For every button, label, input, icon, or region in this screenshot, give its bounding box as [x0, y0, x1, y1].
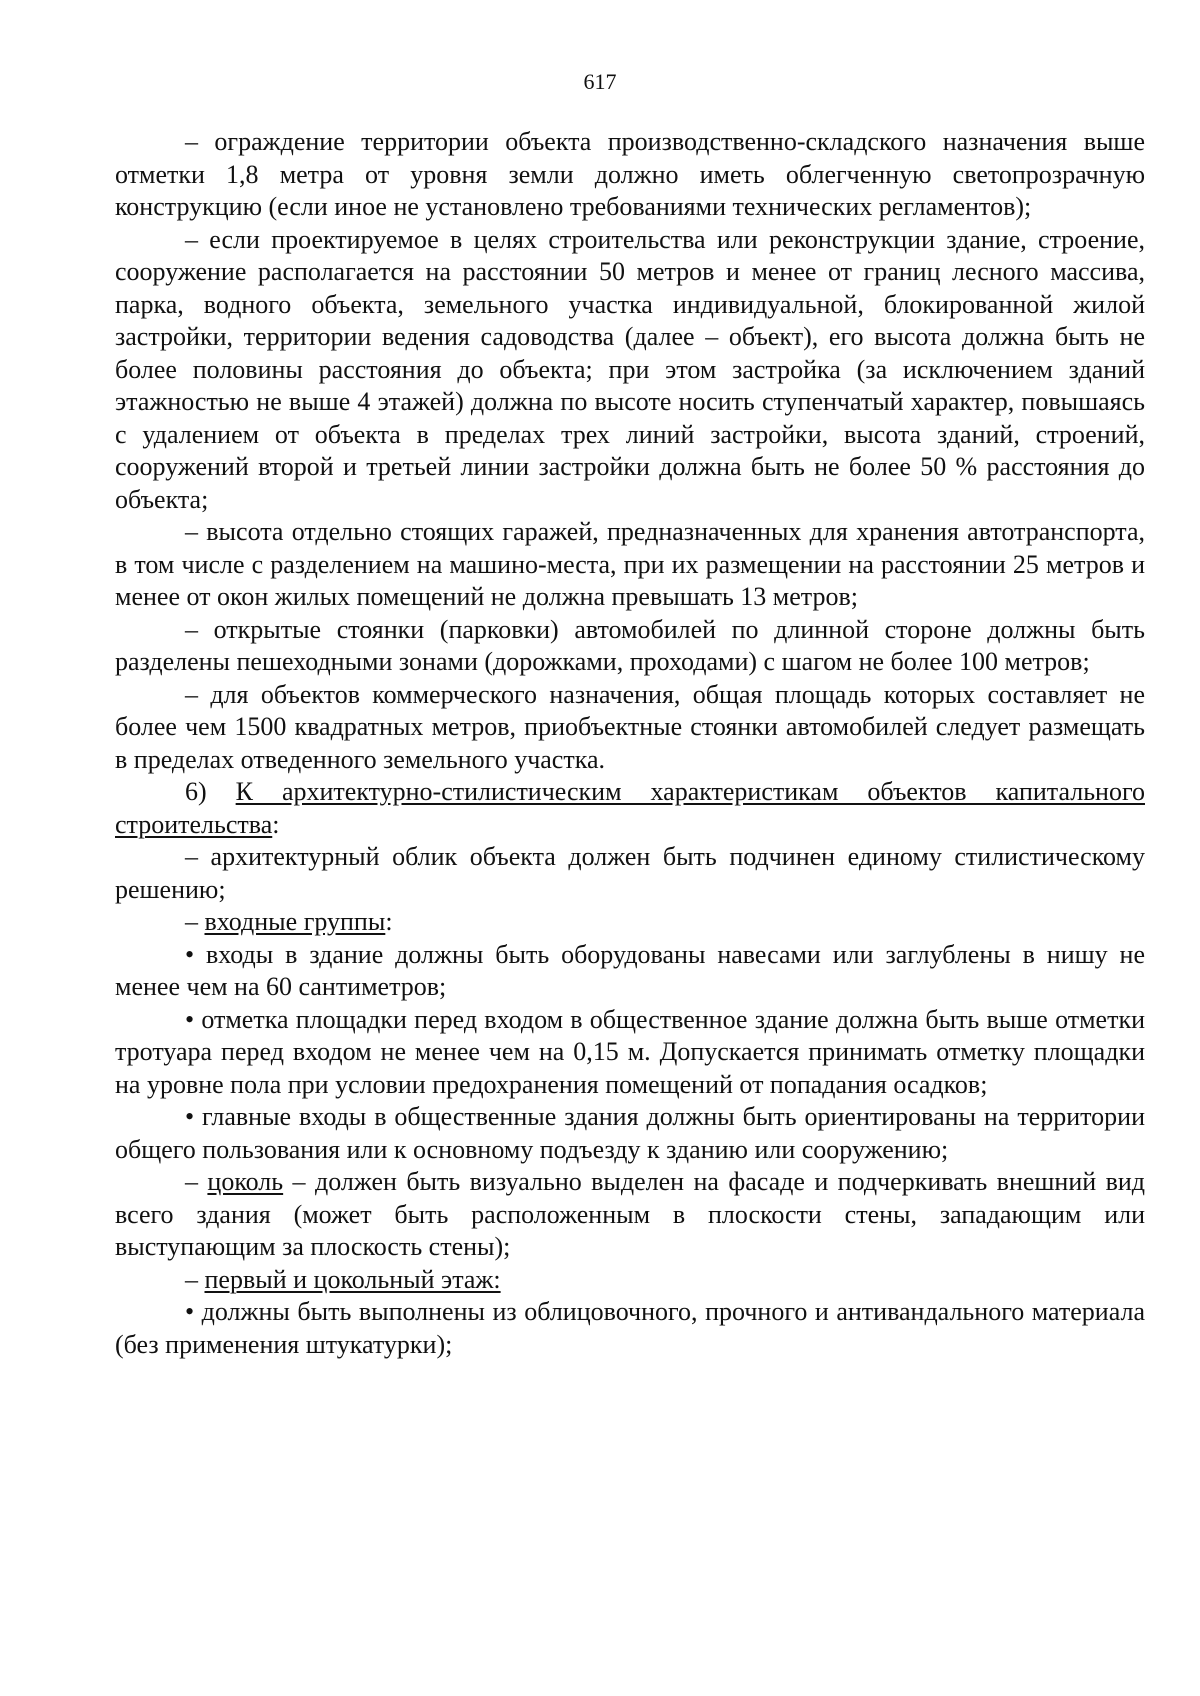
subheading-entrance-groups [115, 906, 1145, 939]
floor-prefix: – [185, 1264, 205, 1294]
paragraph-building-height: – если проектируемое в целях строительства или реконструкции здание, строение, сооружение располагается на расстоянии 50 метров и менее от границ лесного массива, парка, водного объекта, земельного участка индивидуальной, блокированной жилой застройки, территории ведения садоводства (далее – объект), его высота должна быть не более половины расстояния до объекта; при этом застройка (за исключением зданий этажностью не выше 4 этажей) должна по высоте носить ступенчатый характер, повышаясь с удалением от объекта в пределах трех линий застройки, высота зданий, строений, сооружений второй и третьей линии застройки должна быть не более 50 % расстояния до объекта; [115, 224, 1145, 514]
subheading-first-and-basement-floor [115, 1264, 1145, 1297]
section-heading-underlined: К архитектурно-стилистическим характеристикам объектов капитального строительства [115, 777, 1145, 839]
paragraph-fence-height: – ограждение территории объекта производственно-складского назначения выше отметки 1,8 метра от уровня земли должно иметь облегченную светопрозрачную конструкцию (если иное не установлено требованиями технических регламентов); [115, 127, 1145, 221]
paragraph-plinth [115, 1166, 1145, 1264]
subheading-prefix: – [185, 907, 205, 936]
plinth-suffix: – должен быть визуально выделен на фасаде и подчеркивать внешний вид всего здания (может быть расположенным в плоскости стены, западающим или выступающим за плоскость стены); [115, 1167, 1146, 1261]
plinth-underlined: цоколь [207, 1167, 284, 1196]
section-heading-prefix: 6) [185, 777, 236, 806]
subheading-underlined: входные группы [204, 907, 386, 936]
bullet-facing-material: • должны быть выполнены из облицовочного, прочного и антивандального материала (без применения штукатурки); [115, 1297, 1145, 1359]
paragraph-garage-height: – высота отдельно стоящих гаражей, предназначенных для хранения автотранспорта, в том числе с разделением на машино-места, при их размещении на расстоянии 25 метров и менее от окон жилых помещений не должна превышать 13 метров; [115, 517, 1145, 611]
section-heading-architecture [115, 776, 1145, 841]
subheading-suffix: : [385, 907, 393, 936]
document-body [115, 126, 1145, 1361]
bullet-entrance-platform-level: • отметка площадки перед входом в общественное здание должна быть выше отметки тротуара перед входом не менее чем на 0,15 м. Допускается принимать отметку площадки на уровне пола при условии предохранения помещений от попадания осадков; [115, 1004, 1145, 1099]
floor-underlined: первый и цокольный этаж: [204, 1264, 501, 1294]
page-number: 617 [583, 69, 617, 94]
bullet-entrance-canopies: • входы в здание должны быть оборудованы навесами или заглублены в нишу не менее чем на 60 сантиметров; [115, 939, 1145, 1001]
paragraph-architectural-appearance: – архитектурный облик объекта должен быть подчинен единому стилистическому решению; [115, 842, 1145, 904]
paragraph-open-parking: – открытые стоянки (парковки) автомобилей по длинной стороне должны быть разделены пешеходными зонами (дорожками, проходами) с шагом не более 100 метров; [115, 614, 1145, 676]
paragraph-commercial-parking: – для объектов коммерческого назначения, общая площадь которых составляет не более чем 1500 квадратных метров, приобъектные стоянки автомобилей следует размещать в пределах отведенного земельного участка. [115, 679, 1145, 774]
section-heading-suffix: : [272, 809, 280, 839]
plinth-prefix: – [185, 1167, 208, 1196]
bullet-main-entrances-orientation: • главные входы в общественные здания должны быть ориентированы на территории общего пользования или к основному подъезду к зданию или сооружению; [115, 1102, 1145, 1164]
